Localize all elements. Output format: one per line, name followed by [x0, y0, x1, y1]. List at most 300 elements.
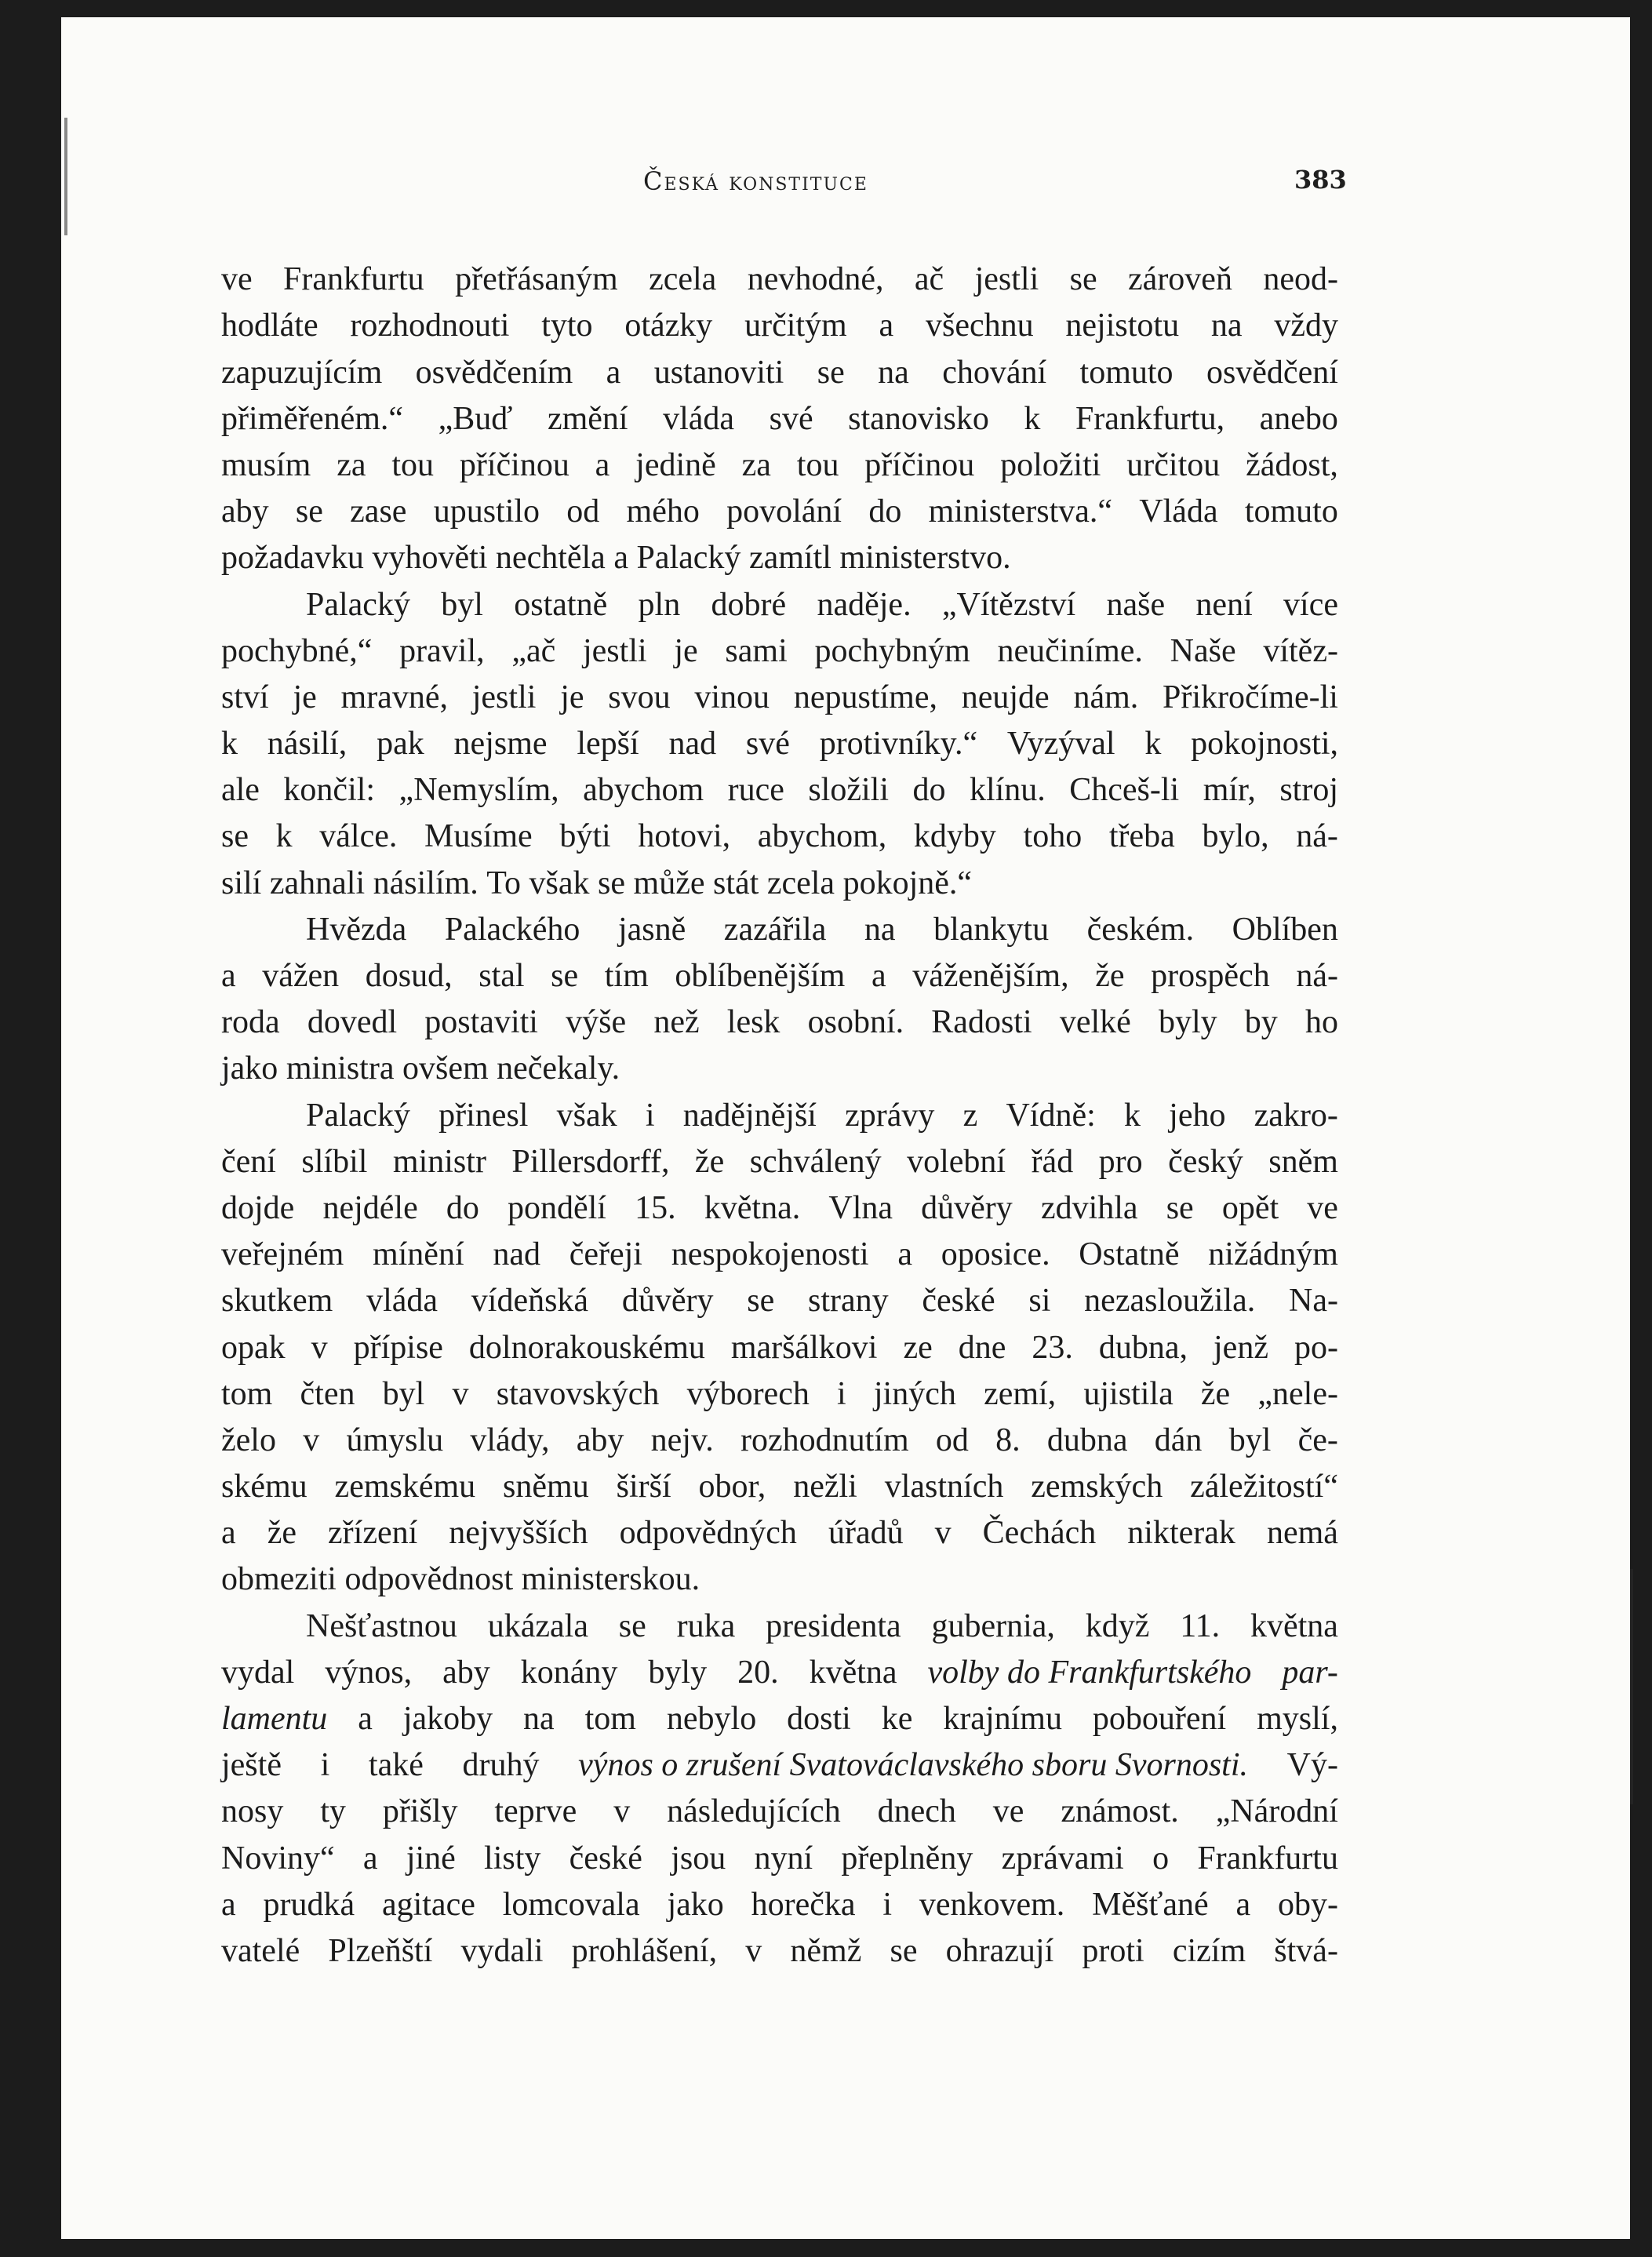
word: anebo	[1259, 400, 1338, 437]
word: české	[922, 1283, 995, 1320]
text-line	[221, 1879, 1338, 1925]
word: „nele-	[1257, 1375, 1338, 1412]
word: k	[275, 818, 293, 855]
word: český	[1168, 1143, 1243, 1180]
text-line	[221, 1507, 1338, 1553]
text-line	[221, 718, 1338, 764]
word: k	[221, 726, 238, 763]
word: byly	[648, 1654, 708, 1691]
word: abychom	[583, 772, 704, 809]
word: silí	[221, 865, 270, 901]
word: důvěry	[621, 1283, 714, 1320]
text-line	[221, 532, 1338, 578]
word: a	[221, 958, 236, 994]
word: od	[935, 1422, 969, 1458]
word: přeplněny	[841, 1840, 973, 1877]
gutter-shadow	[64, 118, 67, 235]
word: bylo,	[1202, 818, 1269, 855]
word: zamítl	[748, 540, 840, 577]
word: oby-	[1278, 1886, 1338, 1923]
word: neod-	[1263, 261, 1338, 298]
word: čeřeji	[569, 1236, 642, 1273]
word: jasně	[617, 911, 686, 948]
word: ujistila	[1083, 1375, 1174, 1412]
word: hotovi,	[638, 818, 731, 855]
word: ukázala	[487, 1607, 588, 1644]
word: Nešťastnou	[306, 1607, 457, 1644]
word: jestli	[471, 679, 537, 715]
word: přišly	[382, 1793, 458, 1830]
word: pochybným	[814, 632, 970, 669]
word: v	[452, 1375, 469, 1412]
word: českém.	[1086, 911, 1195, 948]
word: Vídně:	[1006, 1097, 1096, 1134]
word: výnos o zrušení Svatováclavského sboru Svornosti.	[578, 1747, 1249, 1784]
word: pokojně.“	[842, 865, 973, 901]
word: vatelé	[221, 1932, 300, 1969]
word: Pillersdorff,	[511, 1143, 670, 1180]
word: v	[303, 1422, 320, 1458]
word: jestli	[974, 261, 1039, 298]
word: za	[741, 446, 771, 483]
word: tou	[796, 446, 839, 483]
word: naše	[1106, 586, 1166, 623]
word: myslí,	[1257, 1701, 1338, 1737]
word: blankytu	[933, 911, 1050, 948]
word: volební	[907, 1143, 1006, 1180]
word: Čechách	[982, 1515, 1097, 1552]
text-line	[221, 1414, 1338, 1461]
word: byl	[382, 1375, 425, 1412]
word: položiti	[1000, 446, 1101, 483]
word: tomuto	[1079, 354, 1174, 391]
word: nám.	[1073, 679, 1139, 715]
word: a	[362, 1840, 378, 1877]
word: a	[897, 1236, 913, 1273]
text-line	[221, 1693, 1338, 1739]
word: jedině	[635, 446, 716, 483]
word: dolnorakouskému	[468, 1329, 705, 1366]
word: 15.	[635, 1189, 676, 1226]
word: žádost,	[1246, 446, 1338, 483]
word: odpovědných	[619, 1515, 797, 1552]
word: a	[606, 354, 621, 391]
word: určitou	[1126, 446, 1221, 483]
text-line	[221, 346, 1338, 392]
word: všechnu	[925, 308, 1034, 344]
word: sněmu	[503, 1469, 589, 1505]
word: zřízení	[328, 1515, 418, 1552]
word: jsou	[671, 1840, 726, 1877]
word: nejdéle	[322, 1189, 418, 1226]
word: však	[556, 1097, 617, 1134]
word: zprávy	[845, 1097, 935, 1134]
word: dne	[958, 1329, 1006, 1366]
word: lesk	[726, 1004, 781, 1041]
word: Vláda	[1139, 493, 1218, 530]
word: určitým	[744, 308, 847, 344]
word: Noviny“	[221, 1840, 335, 1877]
word: byl	[1228, 1422, 1272, 1458]
word: v	[745, 1932, 762, 1969]
word: opak	[221, 1329, 286, 1366]
word: lamentu	[221, 1701, 328, 1737]
word: května.	[704, 1189, 801, 1226]
word: a	[613, 540, 637, 577]
word: násilím.	[373, 865, 487, 901]
word: zahnali	[269, 865, 373, 901]
word: jako	[667, 1886, 724, 1923]
word: od	[566, 493, 600, 530]
word: Hvězda	[306, 911, 407, 948]
word: 11.	[1180, 1607, 1221, 1644]
word: ná-	[1296, 958, 1338, 994]
text-line	[221, 439, 1338, 486]
word: že	[694, 1143, 725, 1180]
word: Ostatně	[1079, 1236, 1180, 1273]
word: naděje.	[817, 586, 912, 623]
word: vydal	[221, 1654, 295, 1691]
word: zemských	[1031, 1469, 1163, 1505]
word: oblíbenějším	[675, 958, 846, 994]
word: dnech	[877, 1793, 956, 1830]
word: aby	[221, 493, 269, 530]
word: svou	[608, 679, 671, 715]
word: presidenta	[766, 1607, 901, 1644]
word: schválený	[749, 1143, 882, 1180]
word: je	[674, 632, 698, 669]
word: je	[560, 679, 584, 715]
word: opět	[1221, 1189, 1279, 1226]
word: mír,	[1203, 772, 1256, 809]
word: ze	[903, 1329, 933, 1366]
word: čten	[300, 1375, 355, 1412]
text-line	[221, 857, 1338, 903]
word: obor,	[698, 1469, 766, 1505]
word: osobní.	[807, 1004, 904, 1041]
word: sami	[725, 632, 788, 669]
word: ministerskou.	[521, 1561, 700, 1598]
word: „ač	[511, 632, 556, 669]
word: je	[293, 679, 317, 715]
word: tom	[584, 1701, 636, 1737]
word: rozhodnutím	[740, 1422, 909, 1458]
word: po-	[1294, 1329, 1338, 1366]
word: venkovem.	[919, 1886, 1065, 1923]
word: přiměřeném.“	[221, 400, 404, 437]
word: i	[882, 1886, 893, 1923]
word: štvá-	[1274, 1932, 1338, 1969]
word: úmyslu	[346, 1422, 444, 1458]
word: širší	[616, 1469, 671, 1505]
word: Palacký	[306, 586, 410, 623]
word: a	[595, 446, 610, 483]
word: nebylo	[666, 1701, 757, 1737]
word: 8.	[995, 1422, 1021, 1458]
text-line	[221, 996, 1338, 1043]
word: končil:	[283, 772, 376, 809]
word: že	[1095, 958, 1125, 994]
word: násilí,	[267, 726, 348, 763]
word: ve	[221, 261, 253, 298]
page-edge-mark	[1630, 1569, 1633, 1804]
word: odpovědnost	[344, 1561, 522, 1598]
word: jiné	[406, 1840, 456, 1877]
word: vydali	[460, 1932, 544, 1969]
word: proti	[1082, 1932, 1144, 1969]
word: vlády,	[470, 1422, 550, 1458]
word: přetřásaným	[455, 261, 618, 298]
word: zemskému	[334, 1469, 476, 1505]
word: vláda	[663, 400, 735, 437]
word: by	[1244, 1004, 1278, 1041]
body-text	[221, 253, 1338, 1971]
word: roda	[221, 1004, 280, 1041]
text-line	[221, 393, 1338, 439]
word: nechtěla	[495, 540, 614, 577]
word: však	[529, 865, 599, 901]
word: výnos,	[325, 1654, 413, 1691]
word: zcela	[766, 865, 843, 901]
word: na	[523, 1701, 555, 1737]
word: do	[446, 1189, 479, 1226]
word: váženějším,	[912, 958, 1069, 994]
word: nejv.	[650, 1422, 714, 1458]
word: ač	[914, 261, 944, 298]
text-line	[221, 904, 1338, 950]
word: k	[1024, 400, 1041, 437]
word: 20.	[737, 1654, 779, 1691]
word: v	[613, 1793, 631, 1830]
word: zase	[350, 493, 407, 530]
word: zakro-	[1254, 1097, 1338, 1134]
word: že	[1200, 1375, 1231, 1412]
word: příčinou	[459, 446, 569, 483]
word: dubna,	[1098, 1329, 1188, 1366]
word: pobouření	[1092, 1701, 1227, 1737]
word: vídeňská	[471, 1283, 589, 1320]
word: důvěry	[921, 1189, 1013, 1226]
word: nepustíme,	[793, 679, 937, 715]
word: že	[267, 1515, 297, 1552]
word: vážen	[262, 958, 340, 994]
text-line	[221, 578, 1338, 624]
word: jeho	[1169, 1097, 1226, 1134]
word: v	[311, 1329, 328, 1366]
word: Frankfurtu,	[1075, 400, 1225, 437]
word: tyto	[541, 308, 593, 344]
text-line	[221, 300, 1338, 346]
word: Palacký	[306, 1097, 410, 1134]
word: ministerstva.“	[928, 493, 1113, 530]
word: se	[221, 818, 249, 855]
word: nosy	[221, 1793, 284, 1830]
word: nemá	[1266, 1515, 1338, 1552]
word: dán	[1154, 1422, 1203, 1458]
word: neujde	[961, 679, 1050, 715]
word: než	[653, 1004, 700, 1041]
word: nyní	[754, 1840, 813, 1877]
word: želo	[221, 1422, 276, 1458]
word: čení	[221, 1143, 276, 1180]
word: stát	[712, 865, 767, 901]
text-line	[221, 1321, 1338, 1367]
word: jenž	[1214, 1329, 1268, 1366]
word: „Nemyslím,	[398, 772, 559, 809]
word: ohrazují	[945, 1932, 1054, 1969]
word: cizím	[1172, 1932, 1246, 1969]
word: dosud,	[365, 958, 453, 994]
word: slíbil	[301, 1143, 368, 1180]
word: pokojnosti,	[1191, 726, 1338, 763]
word: nevhodné,	[747, 261, 884, 298]
word: a	[221, 1515, 236, 1552]
word: Vý-	[1286, 1747, 1338, 1784]
word: agitace	[381, 1886, 475, 1923]
word: Chceš-li	[1069, 772, 1180, 809]
word: rozhodnouti	[350, 308, 510, 344]
word: se	[1069, 261, 1097, 298]
word: změní	[547, 400, 628, 437]
word: známost.	[1061, 1793, 1179, 1830]
word: Frankfurtu	[1197, 1840, 1338, 1877]
word: zdvihla	[1040, 1189, 1138, 1226]
word: lepší	[577, 726, 639, 763]
word: Oblíben	[1232, 911, 1338, 948]
word: krajnímu	[943, 1701, 1062, 1737]
word: nezasloužila.	[1084, 1283, 1256, 1320]
word: a	[879, 308, 894, 344]
text-line	[221, 625, 1338, 672]
text-line	[221, 1647, 1338, 1693]
word: se	[295, 493, 323, 530]
text-line	[221, 1739, 1338, 1786]
word: nad	[668, 726, 717, 763]
text-line	[221, 764, 1338, 810]
word: se	[618, 1607, 646, 1644]
word: Palackého	[444, 911, 580, 948]
word: Vlna	[828, 1189, 893, 1226]
word: němž	[790, 1932, 862, 1969]
word: třeba	[1108, 818, 1175, 855]
word: ná-	[1296, 818, 1338, 855]
word: i	[837, 1375, 846, 1412]
word: dobré	[711, 586, 787, 623]
word: Přikročíme-li	[1163, 679, 1338, 715]
word: si	[1028, 1283, 1051, 1320]
text-line	[221, 950, 1338, 996]
word: příčinou	[864, 446, 975, 483]
word: stanovisko	[848, 400, 989, 437]
word: mravné,	[340, 679, 448, 715]
word: toho	[1023, 818, 1083, 855]
text-line	[221, 1925, 1338, 1971]
word: zazářila	[723, 911, 827, 948]
text-line	[221, 810, 1338, 857]
word: ještě	[221, 1747, 282, 1784]
word: k	[1144, 726, 1162, 763]
word: dubna	[1046, 1422, 1128, 1458]
word: upustilo	[433, 493, 540, 530]
word: na	[1210, 308, 1243, 344]
word: osvědčení	[1206, 354, 1338, 391]
word: jakoby	[402, 1701, 493, 1737]
word: listy	[484, 1840, 541, 1877]
word: nespokojenosti	[671, 1236, 869, 1273]
word: o	[1152, 1840, 1170, 1877]
word: ho	[1304, 1004, 1338, 1041]
word: úřadů	[828, 1515, 904, 1552]
word: nežli	[793, 1469, 857, 1505]
word: české	[569, 1840, 642, 1877]
word: hodláte	[221, 308, 318, 344]
word: ministr	[392, 1143, 486, 1180]
word: nižádným	[1208, 1236, 1338, 1273]
word: a	[871, 958, 886, 994]
word: stroj	[1279, 772, 1338, 809]
word: řád	[1031, 1143, 1074, 1180]
text-line	[221, 486, 1338, 532]
word: Na-	[1288, 1283, 1338, 1320]
text-line	[221, 1600, 1338, 1646]
text-line	[221, 253, 1338, 300]
text-line	[221, 1043, 1338, 1089]
word: tím	[604, 958, 649, 994]
word: nejistotu	[1065, 308, 1180, 344]
word: oposice.	[941, 1236, 1050, 1273]
word: neučiníme.	[997, 632, 1143, 669]
text-line	[221, 1229, 1338, 1275]
word: chování	[942, 354, 1047, 391]
word: byl	[441, 586, 483, 623]
word: přípise	[353, 1329, 443, 1366]
word: se	[747, 1283, 775, 1320]
word: povolání	[726, 493, 842, 530]
word: Radosti	[931, 1004, 1032, 1041]
text-line	[221, 1136, 1338, 1182]
word: do	[912, 772, 946, 809]
word: če-	[1297, 1422, 1338, 1458]
word: na	[878, 354, 909, 391]
word: ství	[221, 679, 269, 715]
word: nejsme	[453, 726, 548, 763]
word: ty	[320, 1793, 346, 1830]
word: a	[221, 1886, 236, 1923]
word: i	[645, 1097, 655, 1134]
word: vždy	[1274, 308, 1338, 344]
word: i	[320, 1747, 330, 1784]
word: teprve	[494, 1793, 577, 1830]
word: Musíme	[424, 818, 533, 855]
word: sněm	[1268, 1143, 1338, 1180]
word: jestli	[583, 632, 647, 669]
word: se	[817, 354, 845, 391]
word: ruce	[727, 772, 784, 809]
page-number: 383	[1294, 165, 1347, 195]
word: ruka	[676, 1607, 736, 1644]
word: v	[934, 1515, 952, 1552]
word: horečka	[751, 1886, 856, 1923]
word: ovšem	[402, 1050, 497, 1087]
word: není	[1195, 586, 1253, 623]
word: válce.	[319, 818, 398, 855]
word: své	[745, 726, 790, 763]
word: klínu.	[969, 772, 1046, 809]
word: zemí,	[984, 1375, 1057, 1412]
word: své	[769, 400, 813, 437]
word: veřejném	[221, 1236, 344, 1273]
word: pak	[377, 726, 424, 763]
